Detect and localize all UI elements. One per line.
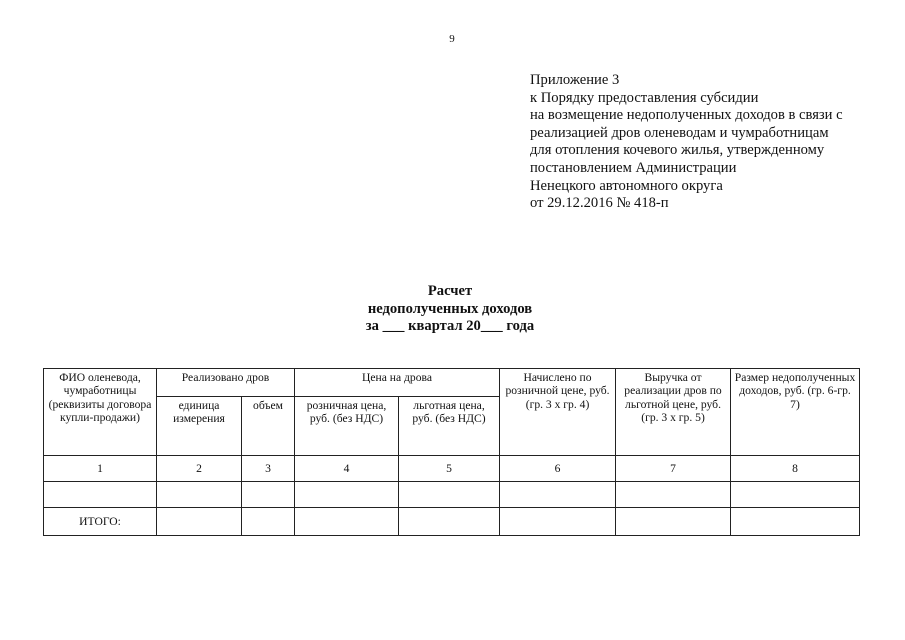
empty-cell [295,482,399,508]
column-number-row [44,456,860,482]
empty-cell [295,508,399,536]
header-unit: единица измерения [157,397,242,456]
appendix-line: на возмещение недополученных доходов в связи с [530,107,843,124]
column-number: 3 [242,456,295,482]
header-row [44,369,860,397]
appendix-line: для отопления кочевого жилья, утвержденному [530,142,825,159]
title-line-2: недополученных доходов [367,300,533,317]
header-price: Цена на дрова [295,369,500,397]
header-accrued: Начислено по розничной цене, руб. (гр. 3 х гр. 4) [500,369,616,456]
empty-cell [44,482,157,508]
empty-data-row [44,482,860,508]
empty-cell [616,508,731,536]
empty-cell [242,482,295,508]
header-fio: ФИО оленевода, чумработницы (реквизиты договора купли-продажи) [44,369,157,456]
column-number: 1 [44,456,157,482]
appendix-line: Ненецкого автономного округа [530,177,723,194]
column-number: 4 [295,456,399,482]
title-line-1: Расчет [427,283,473,299]
appendix-line: от 29.12.2016 № 418-п [530,195,669,212]
calculation-table [43,368,860,536]
empty-cell [731,482,860,508]
appendix-line: постановлением Администрации [530,159,737,176]
total-label: ИТОГО: [44,508,157,536]
column-number: 5 [399,456,500,482]
header-preferential-price: льготная цена, руб. (без НДС) [399,397,500,456]
empty-cell [242,508,295,536]
empty-cell [399,482,500,508]
document-title [300,283,600,336]
empty-cell [399,508,500,536]
header-revenue: Выручка от реализации дров по льготной цене, руб. (гр. 3 х гр. 5) [616,369,731,456]
header-sold: Реализовано дров [157,369,295,397]
header-lost-income: Размер недополученных доходов, руб. (гр. 6-гр. 7) [731,369,860,456]
empty-cell [616,482,731,508]
column-number: 7 [616,456,731,482]
appendix-block [530,72,890,213]
empty-cell [500,482,616,508]
page-number: 9 [449,33,455,45]
empty-cell [500,508,616,536]
empty-cell [157,508,242,536]
column-number: 6 [500,456,616,482]
appendix-line: реализацией дров оленеводам и чумработницам [530,124,829,141]
empty-cell [157,482,242,508]
header-volume: объем [242,397,295,456]
appendix-line: Приложение 3 [530,72,620,88]
header-retail-price: розничная цена, руб. (без НДС) [295,397,399,456]
appendix-line: к Порядку предоставления субсидии [530,89,759,106]
title-line-3: за ___ квартал 20___ года [365,318,535,334]
column-number: 2 [157,456,242,482]
column-number: 8 [731,456,860,482]
empty-cell [731,508,860,536]
total-row [44,508,860,536]
